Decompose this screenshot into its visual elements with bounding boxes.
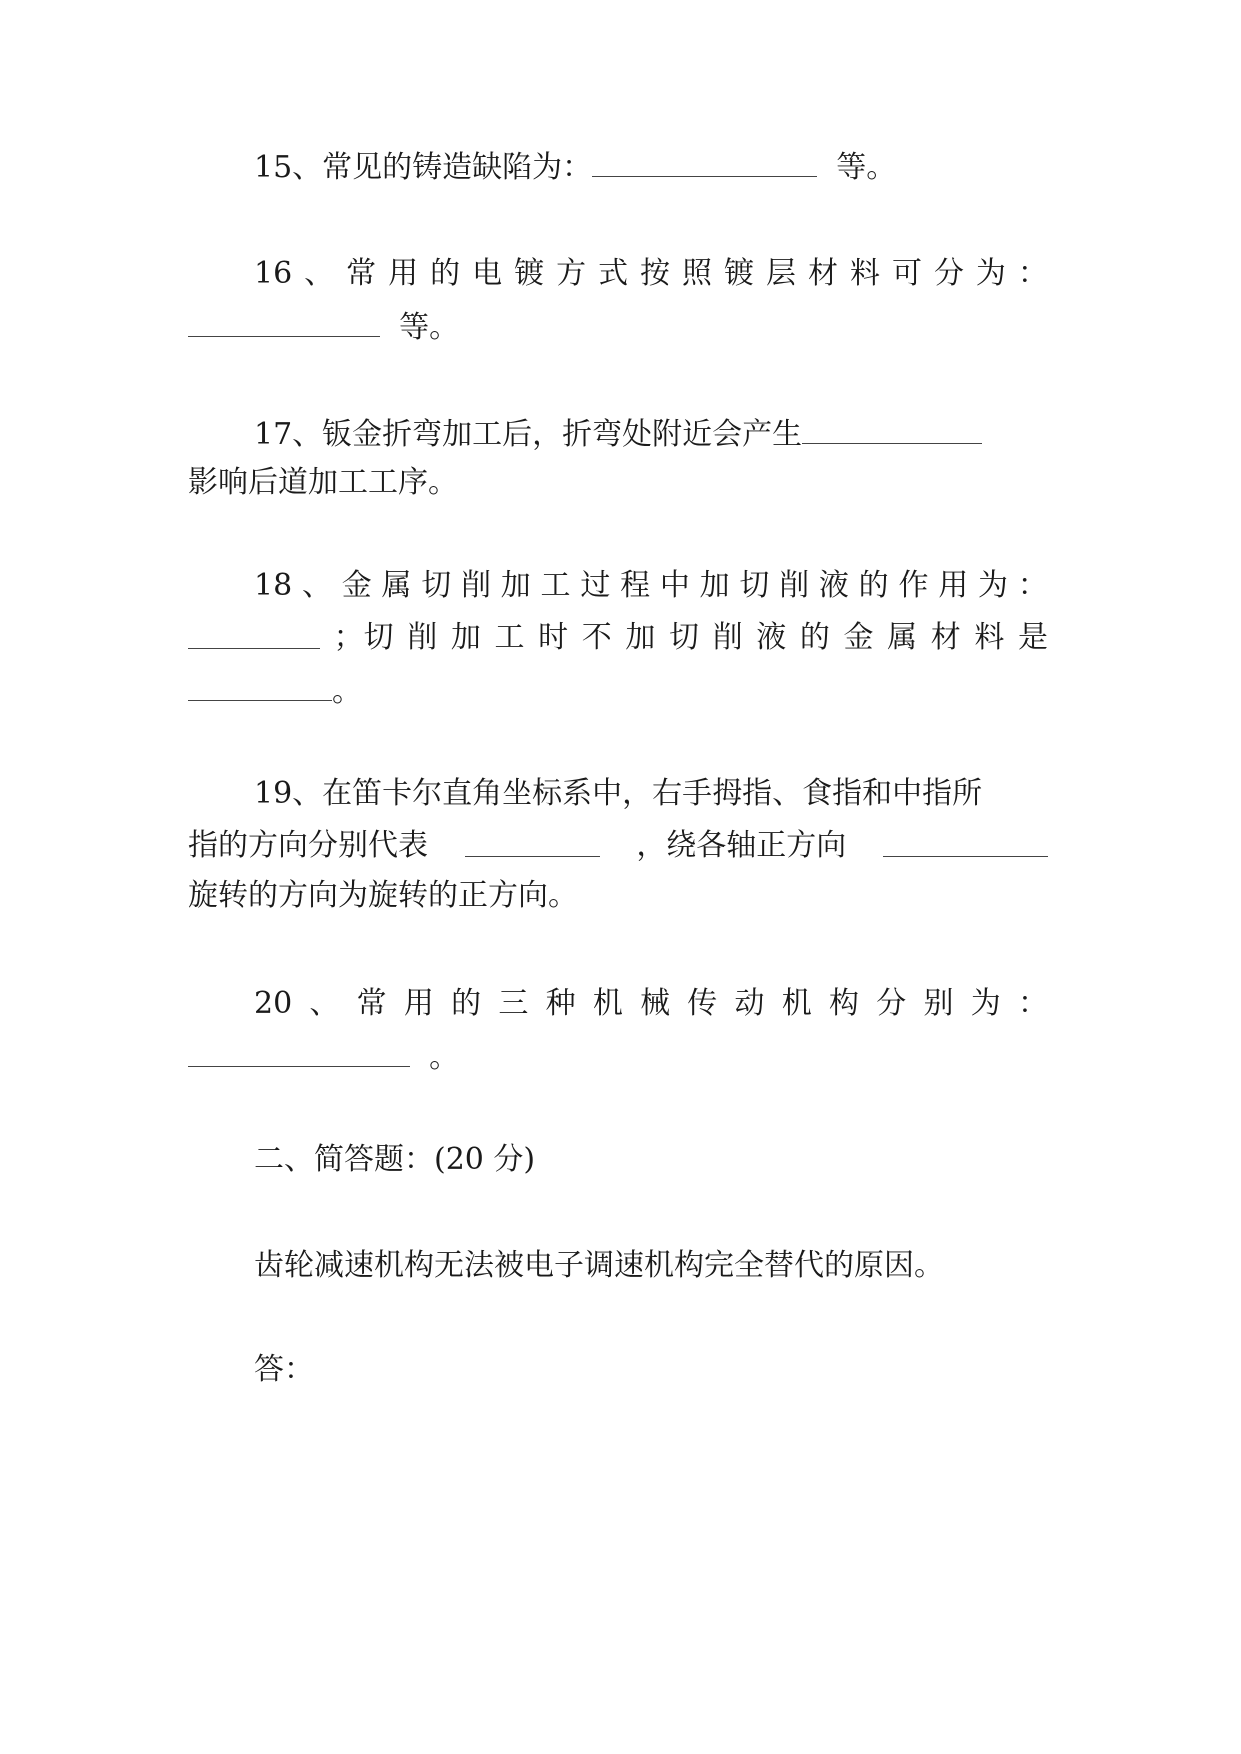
question-18-char: 加 xyxy=(625,620,656,655)
question-18-char: 、 xyxy=(301,568,332,603)
question-17-line-2: 影响后道加工工序。 xyxy=(188,465,458,500)
answer-blank-17[interactable] xyxy=(802,413,982,444)
question-18-char: 属 xyxy=(381,568,412,603)
question-18-char: 削 xyxy=(779,568,810,603)
question-16-char: 可 xyxy=(891,256,922,291)
question-16-char: 按 xyxy=(640,256,671,291)
question-18-char: 时 xyxy=(538,620,569,655)
question-18-char: 液 xyxy=(818,568,849,603)
question-15 xyxy=(254,146,896,188)
question-20-char: 构 xyxy=(829,986,859,1021)
question-20-char: 用 xyxy=(403,986,434,1021)
question-18-char: 工 xyxy=(494,620,525,655)
answer-blank-16[interactable] xyxy=(188,306,380,337)
answer-blank-20[interactable] xyxy=(188,1036,410,1067)
question-17-text: 17、钣金折弯加工后，折弯处附近会产生 xyxy=(254,417,803,452)
answer-blank-18b[interactable] xyxy=(188,670,332,701)
question-18-line-2 xyxy=(188,618,1048,658)
question-17-line-1 xyxy=(254,413,982,455)
answer-label: 答： xyxy=(254,1352,314,1387)
question-20-char: ： xyxy=(1017,986,1048,1021)
question-16-char: 照 xyxy=(682,256,713,291)
question-18-char: 削 xyxy=(461,568,492,603)
question-16-char: 料 xyxy=(849,256,880,291)
question-18-char: 属 xyxy=(887,620,918,655)
answer-blank-18a[interactable] xyxy=(188,618,320,649)
question-18-char: 工 xyxy=(540,568,571,603)
question-20-char: 的 xyxy=(451,986,482,1021)
question-20-char: 机 xyxy=(781,986,812,1021)
question-18-char: 加 xyxy=(699,568,730,603)
question-18-char: 加 xyxy=(500,568,531,603)
question-16-line-1 xyxy=(254,254,1048,294)
question-18-char: 削 xyxy=(712,620,743,655)
question-15-suffix: 等。 xyxy=(836,150,897,185)
question-16-char: ： xyxy=(1017,256,1048,291)
question-20-char: 机 xyxy=(592,986,623,1021)
question-16-line-2 xyxy=(188,306,459,348)
question-20-char: 分 xyxy=(876,986,907,1021)
question-18-char: 为 xyxy=(977,568,1008,603)
question-18-char: 削 xyxy=(407,620,438,655)
question-18-char: 切 xyxy=(669,620,699,655)
question-20-char: 为 xyxy=(970,986,1001,1021)
question-20-char: 种 xyxy=(545,986,576,1021)
question-19-line-1: 19、在笛卡尔直角坐标系中，右手拇指、食指和中指所 xyxy=(254,776,983,811)
question-20-line-1 xyxy=(254,984,1048,1024)
question-18-char: ： xyxy=(1017,568,1048,603)
question-16-char: 为 xyxy=(975,256,1006,291)
question-18-char: 加 xyxy=(450,620,481,655)
question-16-char: 16 xyxy=(254,256,293,291)
question-18-char: 材 xyxy=(930,620,961,655)
question-20-char: 械 xyxy=(640,986,671,1021)
question-18-char: 中 xyxy=(659,568,690,603)
question-18-char: 是 xyxy=(1018,620,1048,655)
question-16-char: 电 xyxy=(472,256,503,291)
question-16-char: 式 xyxy=(598,256,629,291)
question-20-char: 动 xyxy=(734,986,765,1021)
short-answer-question: 齿轮减速机构无法被电子调速机构完全替代的原因。 xyxy=(254,1248,944,1283)
answer-blank-19a[interactable] xyxy=(465,826,600,857)
question-16-char: 方 xyxy=(556,256,587,291)
question-20-char: 传 xyxy=(687,986,718,1021)
question-18-char: 的 xyxy=(799,620,830,655)
question-18-char: 程 xyxy=(620,568,651,603)
question-18-char: 过 xyxy=(580,568,611,603)
question-20-line-2 xyxy=(188,1036,459,1078)
question-20-char: 、 xyxy=(309,986,340,1021)
question-19-line-3: 旋转的方向为旋转的正方向。 xyxy=(188,878,578,913)
answer-blank-15[interactable] xyxy=(592,146,817,177)
question-19-prefix: 指的方向分别代表 xyxy=(188,828,428,863)
question-19-line-2 xyxy=(188,826,1048,866)
question-18-char: 不 xyxy=(581,620,612,655)
question-20-char: 别 xyxy=(923,986,954,1021)
question-18-char: 的 xyxy=(858,568,889,603)
question-18-char: 液 xyxy=(756,620,787,655)
section-heading: 二、简答题：(20 分) xyxy=(254,1142,536,1177)
question-16-char: 镀 xyxy=(514,256,545,291)
question-16-char: 材 xyxy=(807,256,838,291)
question-18-char: 切 xyxy=(421,568,452,603)
question-18-char: 18 xyxy=(254,568,293,603)
question-16-char: 分 xyxy=(933,256,964,291)
question-20-suffix: 。 xyxy=(429,1040,460,1075)
answer-blank-19b[interactable] xyxy=(883,826,1048,857)
question-18-line-3 xyxy=(188,670,362,712)
question-18-char: 切 xyxy=(739,568,770,603)
question-18-char: 作 xyxy=(898,568,929,603)
question-16-char: 常 xyxy=(346,256,377,291)
question-20-char: 三 xyxy=(498,986,529,1021)
question-18-char: ；切 xyxy=(333,620,394,655)
question-20-char: 常 xyxy=(356,986,387,1021)
question-18-suffix: 。 xyxy=(332,674,362,709)
question-18-char: 金 xyxy=(843,620,874,655)
question-19-mid: ，绕各轴正方向 xyxy=(636,828,847,863)
question-16-char: 的 xyxy=(430,256,461,291)
question-16-char: 镀 xyxy=(724,256,755,291)
question-16-suffix: 等。 xyxy=(399,310,460,345)
question-16-char: 用 xyxy=(388,256,419,291)
question-18-char: 用 xyxy=(938,568,969,603)
question-16-char: 、 xyxy=(304,256,335,291)
question-15-text: 15、常见的铸造缺陷为： xyxy=(254,150,593,185)
question-16-char: 层 xyxy=(766,256,796,291)
question-18-char: 金 xyxy=(341,568,372,603)
question-18-char: 料 xyxy=(974,620,1005,655)
question-20-char: 20 xyxy=(254,986,293,1021)
question-18-line-1 xyxy=(254,566,1048,606)
